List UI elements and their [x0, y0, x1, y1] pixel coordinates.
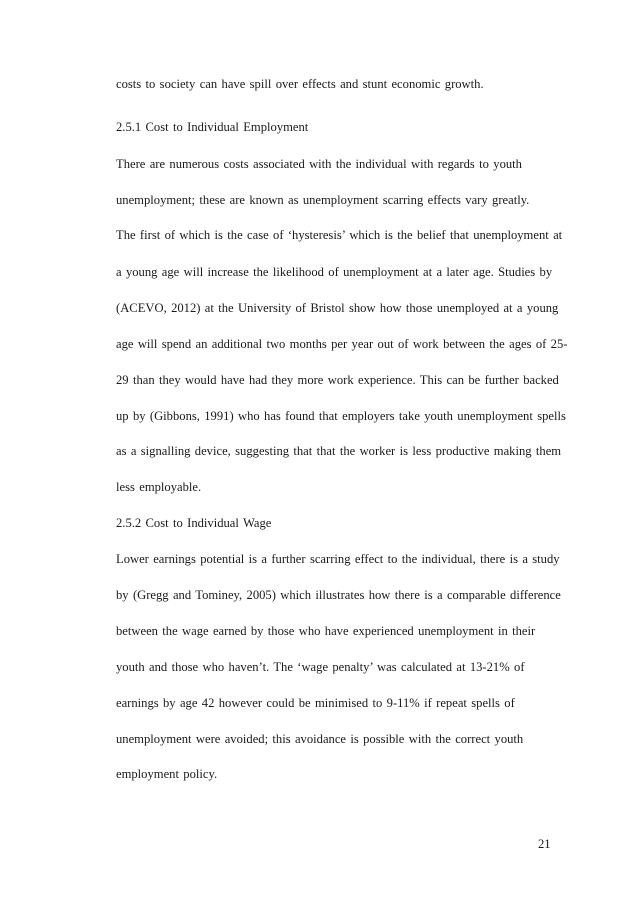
paragraph-line: unemployment; these are known as unemployment scarring effects vary greatly. [116, 193, 530, 207]
paragraph-line: There are numerous costs associated with the individual with regards to youth [116, 157, 522, 171]
paragraph-line: by (Gregg and Tominey, 2005) which illustrates how there is a comparable difference [116, 588, 561, 602]
page-number: 21 [538, 837, 551, 851]
paragraph-line: age will spend an additional two months per year out of work between the ages of 25- [116, 337, 568, 351]
paragraph-line: The first of which is the case of ‘hysteresis’ which is the belief that unemployment at [116, 228, 563, 242]
paragraph-line: employment policy. [116, 767, 218, 781]
paragraph-line: youth and those who haven’t. The ‘wage penalty’ was calculated at 13-21% of [116, 660, 525, 674]
paragraph-line: (ACEVO, 2012) at the University of Bristol show how those unemployed at a young [116, 301, 559, 315]
paragraph-line: earnings by age 42 however could be minimised to 9-11% if repeat spells of [116, 696, 515, 710]
paragraph-line: between the wage earned by those who have experienced unemployment in their [116, 624, 536, 638]
paragraph-line: a young age will increase the likelihood of unemployment at a later age. Studies by [116, 265, 553, 279]
intro-text-line: costs to society can have spill over effects and stunt economic growth. [116, 77, 484, 91]
section-heading-employment: 2.5.1 Cost to Individual Employment [116, 120, 309, 134]
paragraph-line: up by (Gibbons, 1991) who has found that employers take youth unemployment spells [116, 409, 566, 423]
section-heading-wage: 2.5.2 Cost to Individual Wage [116, 516, 272, 530]
paragraph-line: 29 than they would have had they more work experience. This can be further backed [116, 373, 559, 387]
paragraph-line: less employable. [116, 480, 202, 494]
paragraph-line: as a signalling device, suggesting that that the worker is less productive making them [116, 444, 562, 458]
paragraph-line: Lower earnings potential is a further scarring effect to the individual, there is a study [116, 552, 560, 566]
paragraph-line: unemployment were avoided; this avoidance is possible with the correct youth [116, 732, 524, 746]
